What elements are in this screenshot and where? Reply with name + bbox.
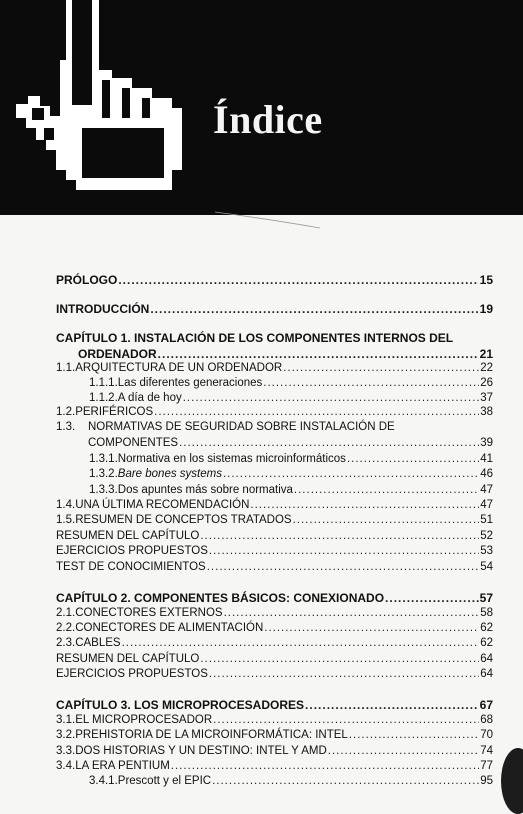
toc-entry-title: CAPÍTULO 3. LOS MICROPROCESADORES [56, 698, 305, 712]
toc-entry-number: 1.3.1. [89, 453, 118, 465]
toc-entry-title: TEST DE CONOCIMIENTOS [56, 561, 206, 573]
toc-page-number: 77 [480, 760, 493, 772]
toc-leader-dots [293, 514, 480, 526]
toc-leader-dots [122, 637, 480, 649]
toc-page-number: 62 [480, 637, 493, 649]
toc-entry-number: 3.1. [56, 714, 76, 726]
toc-entry-number: 1.3.3. [89, 484, 118, 496]
toc-page-number: 26 [480, 377, 493, 389]
toc-page-number: 52 [480, 530, 493, 542]
toc-entry [56, 499, 493, 515]
toc-entry-title: PREHISTORIA DE LA MICROINFORMÁTICA: INTEL [75, 729, 348, 741]
toc-leader-dots [179, 437, 479, 449]
toc-entry [56, 729, 493, 745]
toc-entry-title: PRÓLOGO [56, 273, 118, 287]
toc-leader-dots [264, 622, 479, 634]
toc-entry [56, 698, 493, 714]
toc-page-number: 62 [480, 622, 493, 634]
toc-entry-number: 1.3. [56, 421, 76, 433]
toc-entry-title: ORDENADOR [78, 347, 157, 361]
toc-page-number: 37 [480, 392, 493, 404]
toc-entry-number: 3.2. [56, 729, 76, 741]
toc-page-number: 47 [480, 484, 493, 496]
toc-leader-dots [118, 273, 478, 287]
toc-leader-dots [200, 530, 479, 542]
toc-entry-number: 1.1. [56, 362, 76, 374]
toc-page-number: 70 [480, 729, 493, 741]
toc-entry [56, 561, 493, 577]
toc-entry-title: INTRODUCCIÓN [56, 302, 150, 316]
toc-entry-number: 3.3. [56, 745, 76, 757]
toc-leader-dots [183, 392, 479, 404]
toc-entry-title: LA ERA PENTIUM [75, 760, 170, 772]
toc-page-number: 53 [480, 545, 493, 557]
toc-leader-dots [263, 377, 479, 389]
toc-entry-number: 1.3.2. [89, 468, 118, 480]
toc-entry-title: UNA ÚLTIMA RECOMENDACIÓN [75, 499, 250, 511]
toc-leader-dots [349, 729, 479, 741]
toc-entry-title: RESUMEN DEL CAPÍTULO [56, 530, 200, 542]
toc-entry [89, 468, 493, 484]
toc-entry [56, 273, 493, 289]
toc-leader-dots [158, 347, 479, 361]
toc-page-number: 68 [480, 714, 493, 726]
toc-entry-title: Las diferentes generaciones [117, 377, 263, 389]
toc-entry-number: 2.3. [56, 637, 76, 649]
toc-leader-dots [224, 607, 480, 619]
toc-entry-title: NORMATIVAS DE SEGURIDAD SOBRE INSTALACIÓN DE [88, 421, 395, 433]
toc-entry [89, 484, 493, 500]
toc-entry [56, 331, 493, 347]
toc-leader-dots [283, 362, 479, 374]
toc-entry [56, 760, 493, 776]
page-title: Índice [213, 97, 323, 142]
toc-entry [89, 775, 493, 791]
toc-page-number: 58 [480, 607, 493, 619]
toc-page-number: 64 [480, 668, 493, 680]
toc-leader-dots [250, 499, 479, 511]
toc-page-number: 95 [480, 775, 493, 787]
toc-leader-dots [213, 714, 479, 726]
toc-entry [56, 406, 493, 422]
toc-page-number: 39 [480, 437, 493, 449]
toc-entry-number: 3.4. [56, 760, 76, 772]
toc-entry-title: CABLES [75, 637, 121, 649]
toc-leader-dots [154, 406, 479, 418]
toc-entry-number: 1.4. [56, 499, 76, 511]
toc-page-number: 15 [479, 273, 493, 287]
toc-entry-number: 3.4.1. [89, 775, 118, 787]
toc-entry-number: 1.2. [56, 406, 76, 418]
toc-page-number: 51 [480, 514, 493, 526]
toc-entry-title: CONECTORES DE ALIMENTACIÓN [75, 622, 264, 634]
toc-entry [56, 530, 493, 546]
toc-leader-dots [223, 468, 479, 480]
toc-entry-title: ARQUITECTURA DE UN ORDENADOR [75, 362, 283, 374]
toc-page-number: 57 [479, 591, 493, 605]
toc-entry [56, 637, 493, 653]
toc-page-number: 54 [480, 561, 493, 573]
toc-entry-number: 1.1.2. [89, 392, 118, 404]
toc-entry [78, 347, 493, 363]
toc-entry-title: DOS HISTORIAS Y UN DESTINO: INTEL Y AMD [75, 745, 327, 757]
toc-entry [56, 714, 493, 730]
toc-entry-number: 1.1.1. [89, 377, 118, 389]
toc-leader-dots [212, 775, 479, 787]
toc-leader-dots [150, 302, 478, 316]
toc-entry-title: Dos apuntes más sobre normativa [117, 484, 293, 496]
toc-entry [56, 302, 493, 318]
toc-entry-number: 2.2. [56, 622, 76, 634]
toc-entry [89, 377, 493, 393]
toc-entry [56, 362, 493, 378]
toc-entry-title: CAPÍTULO 1. INSTALACIÓN DE LOS COMPONENTES INTERNOS DEL [56, 331, 454, 345]
toc-page-number: 47 [480, 499, 493, 511]
toc-entry [56, 653, 493, 669]
toc-page-number: 38 [480, 406, 493, 418]
toc-entry-title: EJERCICIOS PROPUESTOS [56, 545, 208, 557]
toc-entry-number: 1.5. [56, 514, 76, 526]
toc-entry-title: A día de hoy [117, 392, 182, 404]
toc-entry [56, 622, 493, 638]
toc-leader-dots [385, 591, 479, 605]
toc-page-number: 64 [480, 653, 493, 665]
toc-entry [56, 421, 493, 437]
toc-leader-dots [171, 760, 479, 772]
toc-entry [56, 607, 493, 623]
toc-entry-title: CONECTORES EXTERNOS [75, 607, 223, 619]
toc-entry-title: Bare bones systems [117, 468, 222, 480]
toc-page-number: 21 [479, 347, 493, 361]
toc-leader-dots [209, 545, 479, 557]
toc-entry [56, 668, 493, 684]
toc-entry-title: EL MICROPROCESADOR [75, 714, 213, 726]
toc-entry-title: EJERCICIOS PROPUESTOS [56, 668, 208, 680]
toc-leader-dots [294, 484, 479, 496]
toc-entry-title: PERIFÉRICOS [75, 406, 154, 418]
toc-leader-dots [305, 698, 479, 712]
toc-page-number: 74 [480, 745, 493, 757]
toc-page-number: 67 [479, 698, 493, 712]
toc-entry-title: COMPONENTES [88, 437, 179, 449]
toc-entry-title: Normativa en los sistemas microinformáticos [117, 453, 346, 465]
toc-page-number: 41 [480, 453, 493, 465]
toc-leader-dots [209, 668, 479, 680]
toc-entry [56, 591, 493, 607]
toc-entry-title: RESUMEN DEL CAPÍTULO [56, 653, 200, 665]
toc-entry [56, 514, 493, 530]
toc-leader-dots [328, 745, 479, 757]
toc-leader-dots [200, 653, 479, 665]
toc-page-number: 19 [479, 302, 493, 316]
toc-entry-title: CAPÍTULO 2. COMPONENTES BÁSICOS: CONEXIONADO [56, 591, 385, 605]
toc-leader-dots [347, 453, 479, 465]
toc-entry [89, 453, 493, 469]
toc-entry-number: 2.1. [56, 607, 76, 619]
toc-page-number: 46 [480, 468, 493, 480]
toc-entry [88, 437, 493, 453]
toc-entry [56, 745, 493, 761]
toc-leader-dots [207, 561, 479, 573]
toc-entry-title: RESUMEN DE CONCEPTOS TRATADOS [75, 514, 292, 526]
toc-entry-title: Prescott y el EPIC [117, 775, 212, 787]
toc-entry [56, 545, 493, 561]
toc-page-number: 22 [480, 362, 493, 374]
